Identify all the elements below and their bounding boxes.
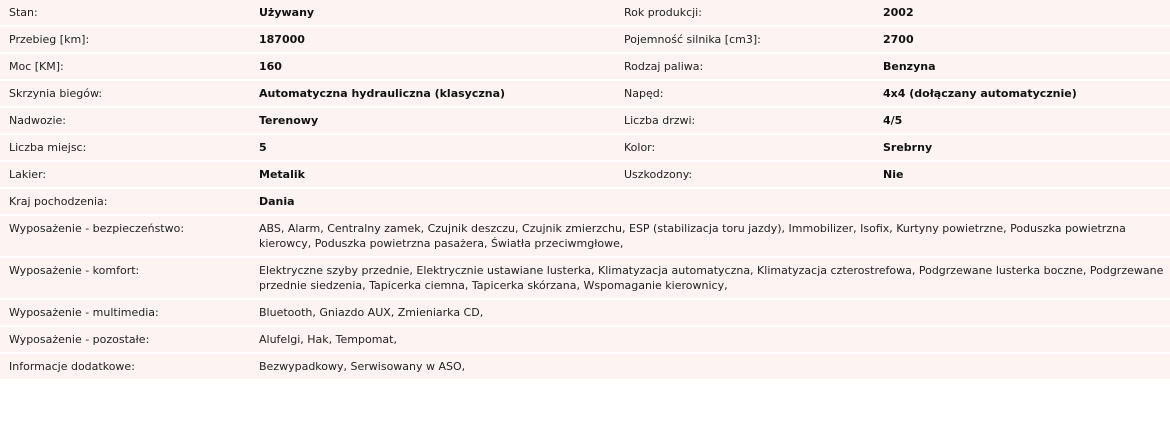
equipment-value: Elektryczne szyby przednie, Elektrycznie ustawiane lusterka, Klimatyzacja automatyczna, Klimatyzacja czterostrefowa, Podgrzewane lusterka boczne, Podgrzewane przednie siedzenia, Tapicerka ciemna, Tapicerka skórzana, Wspomaganie kierownicy, — [259, 257, 1170, 299]
spec-row-seats — [0, 134, 1170, 161]
equipment-value: Alufelgi, Hak, Tempomat, — [259, 326, 1170, 353]
spec-label: Lakier: — [0, 161, 259, 188]
spec-value: Srebrny — [883, 134, 1170, 161]
spec-row-body — [0, 107, 1170, 134]
spec-row-paint — [0, 161, 1170, 188]
spec-label: Przebieg [km]: — [0, 26, 259, 53]
spec-row-power — [0, 53, 1170, 80]
spec-value: 187000 — [259, 26, 624, 53]
equipment-label: Wyposażenie - bezpieczeństwo: — [0, 215, 259, 257]
spec-value: 2700 — [883, 26, 1170, 53]
equipment-value: Bezwypadkowy, Serwisowany w ASO, — [259, 353, 1170, 380]
equipment-label: Wyposażenie - komfort: — [0, 257, 259, 299]
equipment-row-additional-info — [0, 353, 1170, 380]
equipment-label: Wyposażenie - multimedia: — [0, 299, 259, 326]
spec-label: Nadwozie: — [0, 107, 259, 134]
spec-label: Rok produkcji: — [624, 0, 883, 26]
spec-value: Nie — [883, 161, 1170, 188]
equipment-label: Informacje dodatkowe: — [0, 353, 259, 380]
spec-label: Liczba miejsc: — [0, 134, 259, 161]
spec-label: Kraj pochodzenia: — [0, 188, 259, 215]
empty-cell — [883, 188, 1170, 215]
equipment-row-safety — [0, 215, 1170, 257]
equipment-row-multimedia — [0, 299, 1170, 326]
spec-label: Napęd: — [624, 80, 883, 107]
spec-value: Benzyna — [883, 53, 1170, 80]
equipment-label: Wyposażenie - pozostałe: — [0, 326, 259, 353]
spec-value: Metalik — [259, 161, 624, 188]
spec-value: Dania — [259, 188, 624, 215]
spec-row-condition — [0, 0, 1170, 26]
spec-label: Liczba drzwi: — [624, 107, 883, 134]
equipment-row-comfort — [0, 257, 1170, 299]
spec-value: 5 — [259, 134, 624, 161]
spec-value: Używany — [259, 0, 624, 26]
spec-value: Automatyczna hydrauliczna (klasyczna) — [259, 80, 624, 107]
spec-value: Terenowy — [259, 107, 624, 134]
spec-row-mileage — [0, 26, 1170, 53]
spec-value: 2002 — [883, 0, 1170, 26]
spec-row-gearbox — [0, 80, 1170, 107]
equipment-value: ABS, Alarm, Centralny zamek, Czujnik deszczu, Czujnik zmierzchu, ESP (stabilizacja toru jazdy), Immobilizer, Isofix, Kurtyny powietrzne, Poduszka powietrzna kierowcy, Poduszka powietrzna pasażera, Światła przeciwmgłowe, — [259, 215, 1170, 257]
spec-label: Moc [KM]: — [0, 53, 259, 80]
spec-label: Kolor: — [624, 134, 883, 161]
equipment-value: Bluetooth, Gniazdo AUX, Zmieniarka CD, — [259, 299, 1170, 326]
spec-value: 4/5 — [883, 107, 1170, 134]
spec-label: Rodzaj paliwa: — [624, 53, 883, 80]
empty-cell — [624, 188, 883, 215]
spec-label: Uszkodzony: — [624, 161, 883, 188]
spec-value: 4x4 (dołączany automatycznie) — [883, 80, 1170, 107]
spec-row-country — [0, 188, 1170, 215]
spec-value: 160 — [259, 53, 624, 80]
spec-label: Skrzynia biegów: — [0, 80, 259, 107]
equipment-row-other — [0, 326, 1170, 353]
spec-label: Stan: — [0, 0, 259, 26]
spec-label: Pojemność silnika [cm3]: — [624, 26, 883, 53]
